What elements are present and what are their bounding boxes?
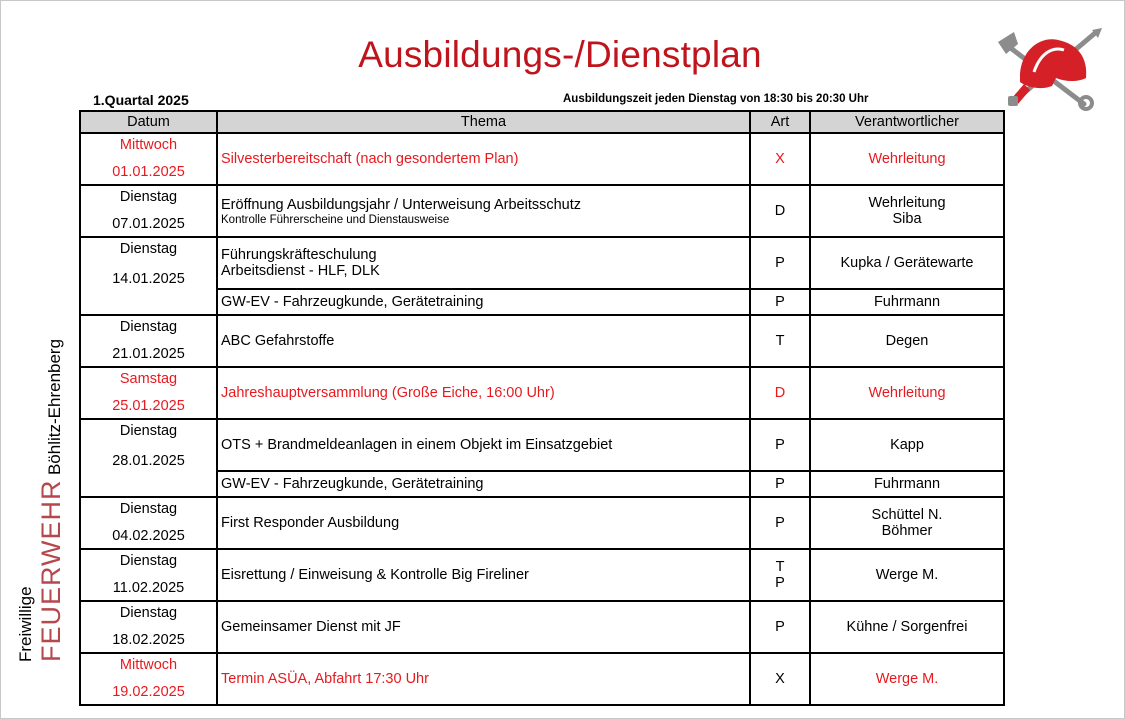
art-cell: P: [750, 289, 810, 315]
responsible-cell: Fuhrmann: [810, 471, 1004, 497]
theme-cell: Eisrettung / Einweisung & Kontrolle Big Fireliner: [217, 549, 750, 601]
weekday: Samstag: [119, 371, 178, 387]
table-row: [80, 367, 1004, 419]
date-cell: [80, 133, 217, 185]
date: 18.02.2025: [112, 632, 185, 648]
table-header-row: [80, 111, 1004, 133]
weekday: Mittwoch: [119, 657, 178, 673]
date: 07.01.2025: [112, 216, 185, 232]
responsible-cell: Wehrleitung: [810, 133, 1004, 185]
column-header-verantwortlicher: Verantwortlicher: [810, 111, 1004, 133]
date-cell: [80, 419, 217, 497]
weekday: Mittwoch: [119, 137, 178, 153]
schedule-table: [79, 110, 1005, 706]
table-row: [80, 237, 1004, 289]
date-cell: [80, 185, 217, 237]
responsible-cell: Degen: [810, 315, 1004, 367]
date: 25.01.2025: [112, 398, 185, 414]
responsible-name: Böhmer: [881, 523, 933, 539]
weekday: Dienstag: [119, 501, 178, 517]
fire-department-side-label: [16, 339, 67, 662]
date: 01.01.2025: [112, 164, 185, 180]
theme-cell: First Responder Ausbildung: [217, 497, 750, 549]
art-cell: P: [750, 471, 810, 497]
weekday: Dienstag: [119, 423, 178, 439]
date-cell: [80, 497, 217, 549]
art-cell: X: [750, 653, 810, 705]
table-row: [80, 601, 1004, 653]
responsible-cell: Werge M.: [810, 653, 1004, 705]
date-cell: [80, 315, 217, 367]
responsible-cell: Fuhrmann: [810, 289, 1004, 315]
theme-cell: Jahreshauptversammlung (Große Eiche, 16:00 Uhr): [217, 367, 750, 419]
responsible-name: Schüttel N.: [871, 507, 943, 523]
table-row: [80, 549, 1004, 601]
art-code: T: [775, 559, 785, 575]
date: 28.01.2025: [112, 453, 185, 469]
theme-note: Kontrolle Führerscheine und Dienstausweise: [221, 213, 450, 226]
side-label-location: Böhlitz-Ehrenberg: [45, 338, 64, 476]
weekday: Dienstag: [119, 319, 178, 335]
date: 11.02.2025: [112, 580, 185, 596]
page-title: Ausbildungs-/Dienstplan: [358, 34, 762, 75]
table-row: [80, 133, 1004, 185]
table-row: [80, 289, 1004, 315]
table-row: [80, 653, 1004, 705]
responsible-cell: Werge M.: [810, 549, 1004, 601]
art-cell: D: [750, 367, 810, 419]
column-header-datum: Datum: [80, 111, 217, 133]
date-cell: [80, 601, 217, 653]
theme-cell: [217, 237, 750, 289]
table-row: [80, 419, 1004, 471]
date: 19.02.2025: [112, 684, 185, 700]
theme-text: Arbeitsdienst - HLF, DLK: [221, 263, 380, 279]
date-cell: [80, 237, 217, 315]
date: 21.01.2025: [112, 346, 185, 362]
art-cell: P: [750, 601, 810, 653]
side-label-freiwillige: Freiwillige: [16, 586, 35, 662]
theme-text: Eröffnung Ausbildungsjahr / Unterweisung Arbeitsschutz: [221, 196, 582, 213]
table-row: [80, 471, 1004, 497]
weekday: Dienstag: [119, 241, 178, 257]
table-row: [80, 315, 1004, 367]
theme-text: Führungskräfteschulung: [221, 247, 377, 263]
side-label-feuerwehr: FEUERWEHR: [36, 479, 66, 662]
quarter-label: 1.Quartal 2025: [93, 92, 189, 108]
theme-cell: OTS + Brandmeldeanlagen in einem Objekt im Einsatzgebiet: [217, 419, 750, 471]
art-cell: P: [750, 237, 810, 289]
art-code: P: [775, 575, 785, 591]
art-cell: [750, 549, 810, 601]
date: 04.02.2025: [112, 528, 185, 544]
responsible-cell: Wehrleitung: [810, 367, 1004, 419]
column-header-thema: Thema: [217, 111, 750, 133]
table-row: [80, 185, 1004, 237]
responsible-cell: Kupka / Gerätewarte: [810, 237, 1004, 289]
art-cell: P: [750, 497, 810, 549]
art-cell: X: [750, 133, 810, 185]
date: 14.01.2025: [112, 271, 185, 287]
date-cell: [80, 549, 217, 601]
theme-cell: GW-EV - Fahrzeugkunde, Gerätetraining: [217, 471, 750, 497]
theme-cell: Silvesterbereitschaft (nach gesondertem Plan): [217, 133, 750, 185]
art-cell: D: [750, 185, 810, 237]
date-cell: [80, 653, 217, 705]
theme-cell: ABC Gefahrstoffe: [217, 315, 750, 367]
weekday: Dienstag: [119, 553, 178, 569]
art-cell: P: [750, 419, 810, 471]
responsible-cell: Kühne / Sorgenfrei: [810, 601, 1004, 653]
theme-cell: Termin ASÜA, Abfahrt 17:30 Uhr: [217, 653, 750, 705]
training-time-label: Ausbildungszeit jeden Dienstag von 18:30 bis 20:30 Uhr: [563, 93, 869, 105]
table-row: [80, 497, 1004, 549]
art-cell: T: [750, 315, 810, 367]
fire-helmet-logo-icon: [994, 24, 1106, 114]
responsible-cell: Kapp: [810, 419, 1004, 471]
responsible-cell: [810, 497, 1004, 549]
responsible-name: Wehrleitung: [868, 195, 946, 211]
weekday: Dienstag: [119, 189, 178, 205]
column-header-art: Art: [750, 111, 810, 133]
theme-cell: GW-EV - Fahrzeugkunde, Gerätetraining: [217, 289, 750, 315]
weekday: Dienstag: [119, 605, 178, 621]
date-cell: [80, 367, 217, 419]
responsible-cell: [810, 185, 1004, 237]
responsible-name: Siba: [892, 211, 922, 227]
theme-cell: [217, 185, 750, 237]
theme-cell: Gemeinsamer Dienst mit JF: [217, 601, 750, 653]
